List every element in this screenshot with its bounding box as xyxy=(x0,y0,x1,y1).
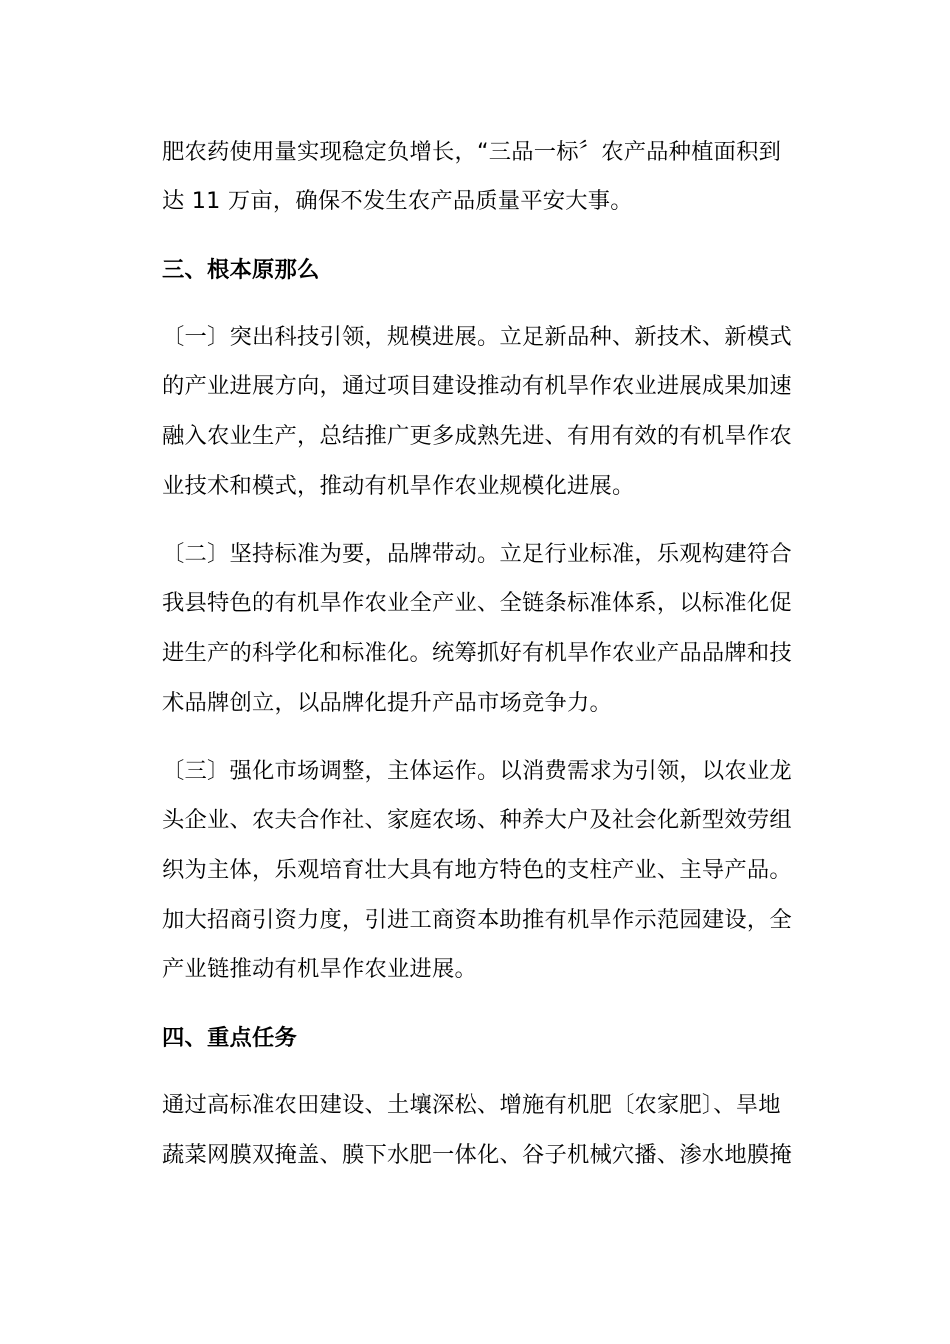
text-line: 蔬菜网膜双掩盖、膜下水肥一体化、谷子机械穴播、渗水地膜掩 xyxy=(162,1142,792,1168)
text-line: 通过高标准农田建设、土壤深松、增施有机肥〔农家肥〕、旱地 xyxy=(162,1092,781,1118)
text-line: 达 11 万亩，确保不发生农产品质量平安大事。 xyxy=(162,188,633,214)
text-line: 肥农药使用量实现稳定负增长，“三品一标〞农产品种植面积到 xyxy=(162,139,782,165)
text-line: 加大招商引资力度，引进工商资本助推有机旱作示范园建设，全 xyxy=(162,907,792,933)
text-line: 我县特色的有机旱作农业全产业、全链条标准体系，以标准化促 xyxy=(162,590,792,616)
text-line: 〔一〕突出科技引领，规模进展。立足新品种、新技术、新模式 xyxy=(162,324,792,350)
text-line: 业技术和模式，推动有机旱作农业规模化进展。 xyxy=(162,473,635,499)
text-line: 进生产的科学化和标准化。统筹抓好有机旱作农业产品品牌和技 xyxy=(162,640,792,666)
text-line: 织为主体，乐观培育壮大具有地方特色的支柱产业、主导产品。 xyxy=(162,857,792,883)
text-line: 〔三〕强化市场调整，主体运作。以消费需求为引领，以农业龙 xyxy=(162,758,792,784)
section-heading: 三、根本原那么 xyxy=(162,257,320,283)
text-line: 融入农业生产，总结推广更多成熟先进、有用有效的有机旱作农 xyxy=(162,423,792,449)
text-line: 头企业、农夫合作社、家庭农场、种养大户及社会化新型效劳组 xyxy=(162,807,792,833)
text-line: 术品牌创立，以品牌化提升产品市场竞争力。 xyxy=(162,690,612,716)
text-line: 〔二〕坚持标准为要，品牌带动。立足行业标准，乐观构建符合 xyxy=(162,541,792,567)
text-line: 产业链推动有机旱作农业进展。 xyxy=(162,956,477,982)
text-line: 的产业进展方向，通过项目建设推动有机旱作农业进展成果加速 xyxy=(162,373,792,399)
section-heading: 四、重点任务 xyxy=(162,1025,297,1051)
